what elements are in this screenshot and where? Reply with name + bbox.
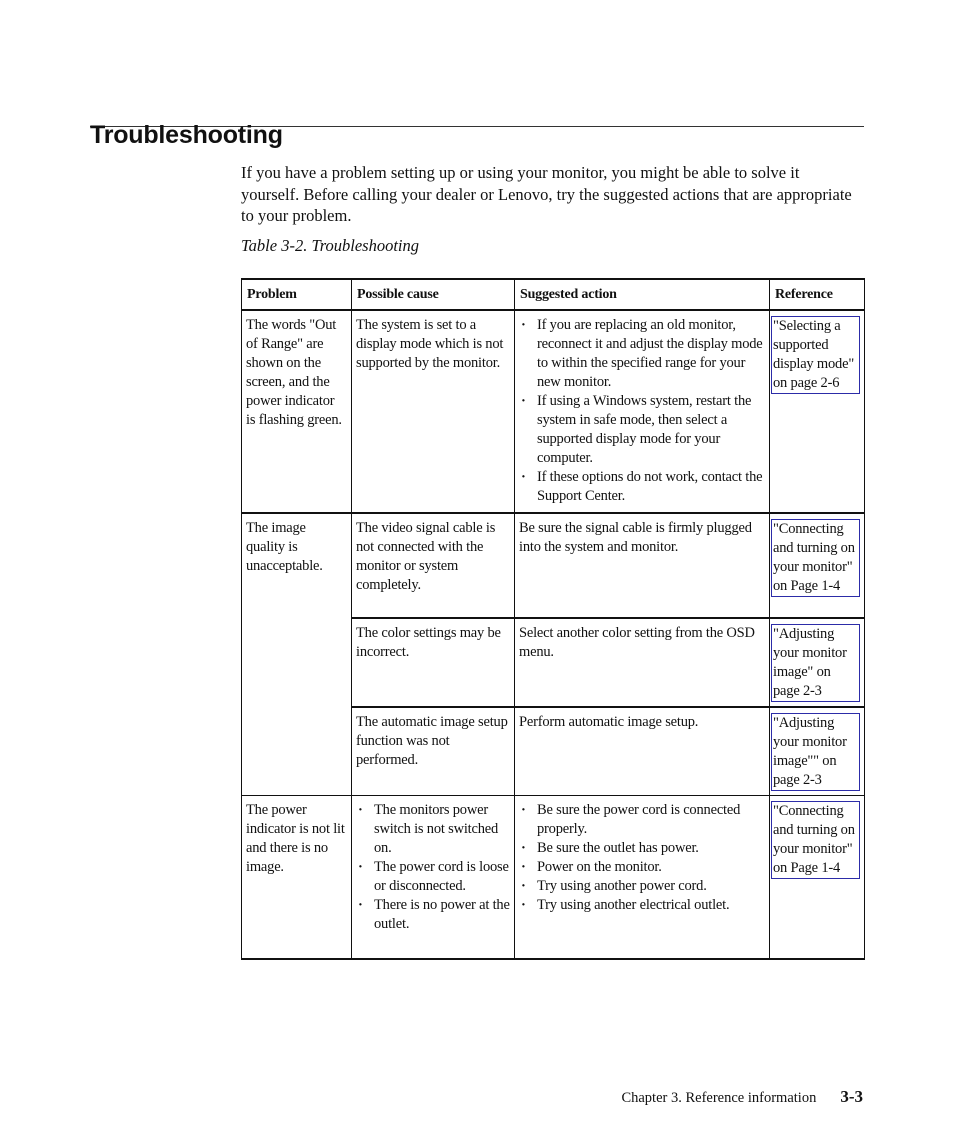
header-suggested-action: Suggested action	[515, 279, 770, 310]
troubleshooting-table	[241, 278, 865, 960]
table-row	[242, 796, 865, 959]
cause-cell: The video signal cable is not connected with the monitor or system completely.	[352, 513, 515, 618]
action-item: · If you are replacing an old monitor, reconnect it and adjust the display mode to within the specified range for your new monitor.	[537, 316, 765, 392]
intro-paragraph: If you have a problem setting up or using your monitor, you might be able to solve it yourself. Before calling your dealer or Lenovo, try the suggested actions that are appropriate to your problem.	[241, 163, 852, 225]
reference-link[interactable]: "Adjusting your monitor image" on page 2-3	[771, 624, 860, 702]
action-item: · Be sure the power cord is connected properly.	[537, 801, 765, 839]
action-cell: Be sure the signal cable is firmly plugged into the system and monitor.	[515, 513, 770, 618]
action-cell: Perform automatic image setup.	[515, 707, 770, 796]
reference-link[interactable]: "Adjusting your monitor image"" on page 2-3	[771, 713, 860, 791]
reference-link[interactable]: "Connecting and turning on your monitor" on Page 1-4	[771, 801, 860, 879]
reference-cell	[770, 796, 865, 959]
header-possible-cause: Possible cause	[352, 279, 515, 310]
reference-cell	[770, 618, 865, 707]
action-cell	[515, 310, 770, 513]
action-cell	[515, 796, 770, 959]
problem-cell: The words "Out of Range" are shown on the screen, and the power indicator is flashing green.	[242, 310, 352, 513]
header-problem: Problem	[242, 279, 352, 310]
reference-cell	[770, 513, 865, 618]
cause-cell: The color settings may be incorrect.	[352, 618, 515, 707]
header-reference: Reference	[770, 279, 865, 310]
problem-cell: The image quality is unacceptable.	[242, 513, 352, 796]
action-cell: Select another color setting from the OSD menu.	[515, 618, 770, 707]
table-caption: Table 3-2. Troubleshooting	[241, 236, 420, 255]
cause-cell	[352, 796, 515, 959]
reference-cell	[770, 707, 865, 796]
table-row	[242, 310, 865, 513]
table-header-row	[242, 279, 865, 310]
problem-cell: The power indicator is not lit and there is no image.	[242, 796, 352, 959]
reference-cell	[770, 310, 865, 513]
action-item: · Try using another power cord.	[537, 877, 765, 896]
cause-item: · There is no power at the outlet.	[374, 896, 510, 934]
reference-link[interactable]: "Selecting a supported display mode" on page 2-6	[771, 316, 860, 394]
action-item: · If these options do not work, contact the Support Center.	[537, 468, 765, 506]
action-item: · Power on the monitor.	[537, 858, 765, 877]
action-item: · Try using another electrical outlet.	[537, 896, 765, 915]
action-item: · Be sure the outlet has power.	[537, 839, 765, 858]
page-number: 3-3	[840, 1087, 863, 1106]
table-row	[242, 513, 865, 618]
reference-link[interactable]: "Connecting and turning on your monitor" on Page 1-4	[771, 519, 860, 597]
cause-item: · The power cord is loose or disconnected.	[374, 858, 510, 896]
page-title: Troubleshooting	[90, 121, 283, 149]
cause-item: · The monitors power switch is not switched on.	[374, 801, 510, 858]
page-footer	[621, 1087, 863, 1107]
footer-chapter: Chapter 3. Reference information	[621, 1090, 817, 1106]
cause-cell: The system is set to a display mode which is not supported by the monitor.	[352, 310, 515, 513]
cause-cell: The automatic image setup function was not performed.	[352, 707, 515, 796]
action-item: · If using a Windows system, restart the system in safe mode, then select a supported display mode for your computer.	[537, 392, 765, 468]
